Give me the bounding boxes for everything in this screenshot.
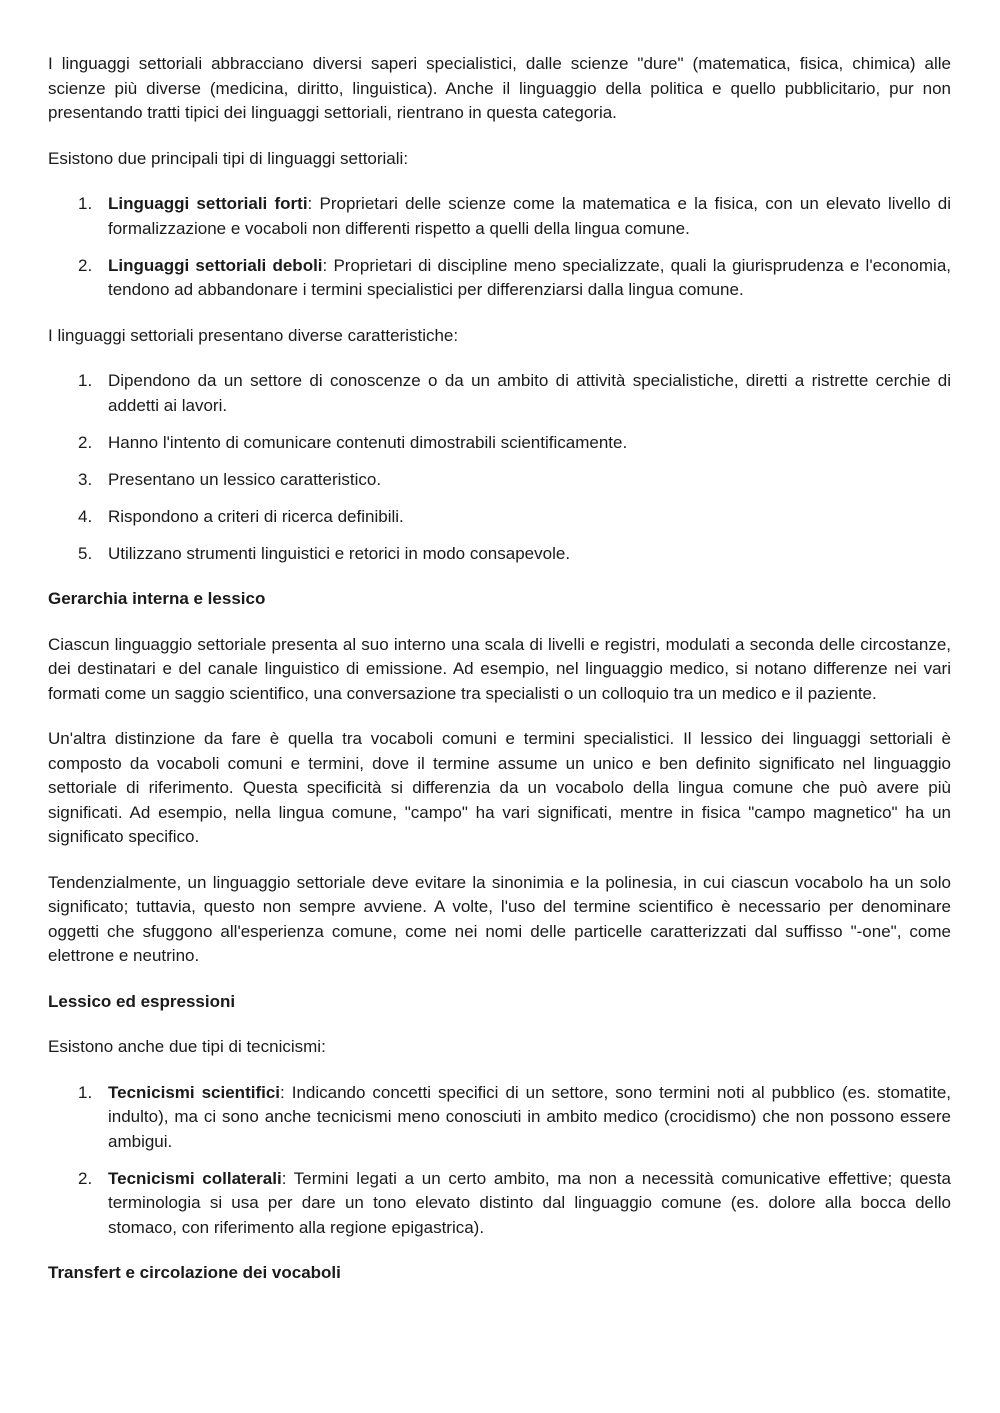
list-term: Linguaggi settoriali forti xyxy=(108,194,308,213)
list-text: : Proprietari delle scienze come la matematica e la fisica, con un elevato livello di formalizzazione e vocaboli non differenti rispetto a quelli della lingua comune. xyxy=(108,194,951,238)
list-number: 3. xyxy=(78,469,93,489)
list-term: Tecnicismi collaterali xyxy=(108,1168,282,1188)
list-number: 5. xyxy=(78,543,93,563)
section-heading-transfer: Transfert e circolazione dei vocaboli xyxy=(48,1263,341,1282)
list-number: 1. xyxy=(78,194,93,213)
list-item xyxy=(48,1167,951,1241)
list-item xyxy=(48,192,951,241)
features-list xyxy=(48,369,951,566)
list-item xyxy=(48,505,951,530)
section-heading-hierarchy: Gerarchia interna e lessico xyxy=(48,589,266,608)
list-term: Tecnicismi scientifici xyxy=(108,1082,281,1102)
technicisms-list xyxy=(48,1081,951,1241)
hierarchy-paragraph-1: Ciascun linguaggio settoriale presenta al suo interno una scala di livelli e registri, modulati a seconda delle circostanze, dei destinatari e del canale linguistico di emissione. Ad esempio, nel linguaggio medico, si notano differenze nei vari formati come un saggio scientifico, una conversazione tra specialisti o un colloquio tra un medico e il paziente. xyxy=(48,634,951,703)
list-item xyxy=(48,542,951,567)
list-item xyxy=(48,468,951,493)
list-number: 1. xyxy=(78,1082,93,1102)
list-text: Hanno l'intento di comunicare contenuti dimostrabili scientificamente. xyxy=(108,432,628,452)
list-number: 1. xyxy=(78,371,93,390)
list-number: 2. xyxy=(78,1168,93,1188)
list-text: Presentano un lessico caratteristico. xyxy=(108,469,382,489)
types-intro: Esistono due principali tipi di linguaggi settoriali: xyxy=(48,148,409,168)
list-number: 2. xyxy=(78,255,93,275)
list-item xyxy=(48,254,951,303)
section-heading-lexicon: Lessico ed espressioni xyxy=(48,991,236,1011)
list-term: Linguaggi settoriali deboli xyxy=(108,255,323,275)
list-text: Utilizzano strumenti linguistici e retorici in modo consapevole. xyxy=(108,543,571,563)
list-text: : Proprietari di discipline meno specializzate, quali la giurisprudenza e l'economia, tendono ad abbandonare i termini specialistici per differenziarsi dalla lingua comune. xyxy=(108,255,951,299)
document-page xyxy=(48,52,951,1307)
list-item xyxy=(48,369,951,418)
list-text: : Indicando concetti specifici di un settore, sono termini noti al pubblico (es. stomatite, indulto), ma ci sono anche tecnicismi meno conosciuti in ambito medico (crocidismo) che non possono essere ambigui. xyxy=(108,1082,951,1151)
hierarchy-paragraph-3: Tendenzialmente, un linguaggio settoriale deve evitare la sinonimia e la polinesia, in cui ciascun vocabolo ha un solo significato; tuttavia, questo non sempre avviene. A volte, l'uso del termine scientifico è necessario per denominare oggetti che sfuggono all'esperienza comune, come nei nomi delle particelle caratterizzati dal suffisso "-one", come elettrone e neutrino. xyxy=(48,872,951,965)
intro-paragraph: I linguaggi settoriali abbracciano diversi saperi specialistici, dalle scienze "dure" (matematica, fisica, chimica) alle scienze più diverse (medicina, diritto, linguistica). Anche il linguaggio della politica e quello pubblicitario, pur non presentando tratti tipici dei linguaggi settoriali, rientrano in questa categoria. xyxy=(48,54,951,122)
hierarchy-paragraph-2: Un'altra distinzione da fare è quella tra vocaboli comuni e termini specialistici. Il lessico dei linguaggi settoriali è composto da vocaboli comuni e termini, dove il termine assume un unico e ben definito significato nel linguaggio settoriale di riferimento. Questa specificità si differenzia da un vocabolo della lingua comune che può avere più significati. Ad esempio, nella lingua comune, "campo" ha vari significati, mentre in fisica "campo magnetico" ha un significato specifico. xyxy=(48,729,951,846)
features-intro: I linguaggi settoriali presentano diverse caratteristiche: xyxy=(48,325,459,345)
list-text: Dipendono da un settore di conoscenze o da un ambito di attività specialistiche, diretti a ristrette cerchie di addetti ai lavori. xyxy=(108,371,951,415)
list-text: : Termini legati a un certo ambito, ma non a necessità comunicative effettive; questa terminologia si usa per dare un tono elevato distinto dal linguaggio comune (es. dolore alla bocca dello stomaco, con riferimento alla regione epigastrica). xyxy=(108,1168,951,1237)
types-list xyxy=(48,192,951,303)
list-number: 2. xyxy=(78,432,93,452)
lexicon-intro: Esistono anche due tipi di tecnicismi: xyxy=(48,1037,326,1056)
list-item xyxy=(48,1081,951,1155)
list-item xyxy=(48,431,951,456)
list-text: Rispondono a criteri di ricerca definibili. xyxy=(108,506,404,526)
list-number: 4. xyxy=(78,506,93,526)
